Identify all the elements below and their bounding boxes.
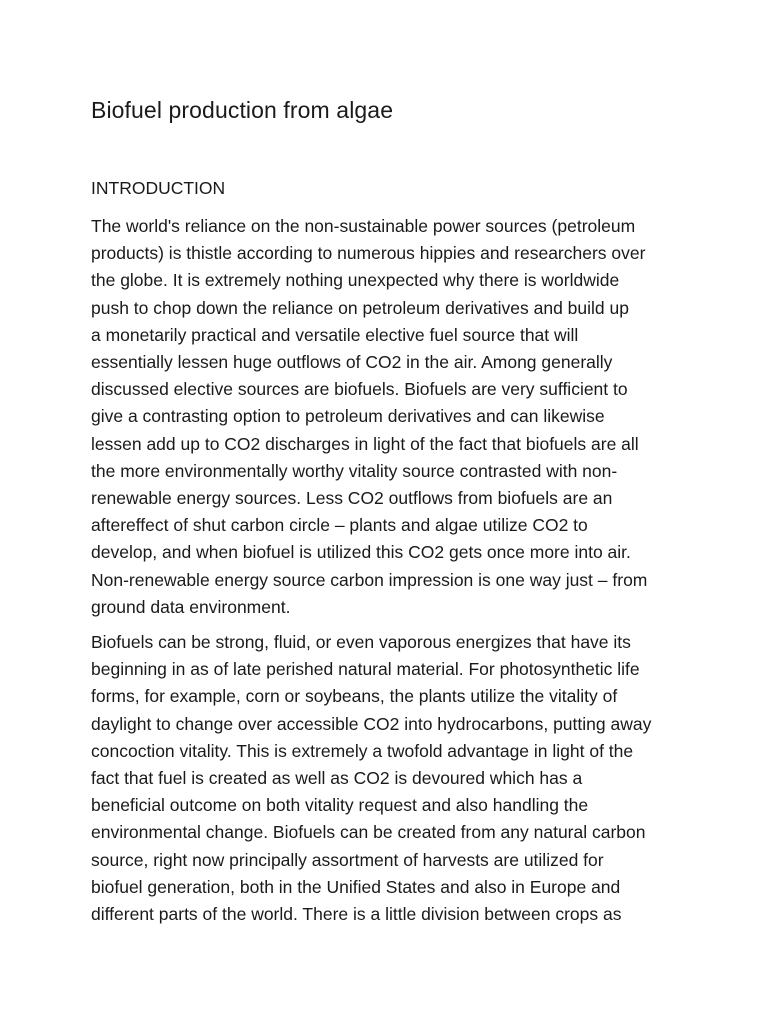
paragraph-line: push to chop down the reliance on petroleum derivatives and build up	[91, 297, 629, 318]
paragraph-line: concoction vitality. This is extremely a twofold advantage in light of the	[91, 740, 634, 761]
paragraph-line: Non-renewable energy source carbon impression is one way just – from	[91, 569, 648, 590]
body-paragraph	[91, 213, 691, 621]
paragraph-line: beginning in as of late perished natural material. For photosynthetic life	[91, 659, 640, 680]
paragraph-line: Biofuels can be strong, fluid, or even vaporous energizes that have its	[91, 632, 631, 652]
paragraph-line: ground data environment.	[91, 596, 291, 617]
paragraph-line: a monetarily practical and versatile elective fuel source that will	[91, 324, 579, 345]
paragraph-line: beneficial outcome on both vitality request and also handling the	[91, 795, 589, 816]
paragraph-line: environmental change. Biofuels can be created from any natural carbon	[91, 822, 646, 843]
paragraph-line: daylight to change over accessible CO2 into hydrocarbons, putting away	[91, 713, 652, 734]
paragraph-line: The world's reliance on the non-sustainable power sources (petroleum	[91, 216, 636, 236]
paragraph-line: the more environmentally worthy vitality source contrasted with non-	[91, 460, 618, 481]
paragraph-line: discussed elective sources are biofuels. Biofuels are very sufficient to	[91, 379, 628, 400]
paragraph-line: lessen add up to CO2 discharges in light of the fact that biofuels are all	[91, 433, 639, 454]
paragraph-line: products) is thistle according to numerous hippies and researchers over	[91, 243, 646, 264]
paragraph-line: renewable energy sources. Less CO2 outflows from biofuels are an	[91, 488, 613, 509]
paragraph-line: give a contrasting option to petroleum derivatives and can likewise	[91, 406, 605, 427]
paragraph-line: develop, and when biofuel is utilized this CO2 gets once more into air.	[91, 542, 631, 563]
paragraph-line: essentially lessen huge outflows of CO2 in the air. Among generally	[91, 352, 613, 373]
body-paragraph	[91, 629, 691, 928]
document-title: Biofuel production from algae	[91, 97, 394, 123]
paragraph-line: biofuel generation, both in the Unified States and also in Europe and	[91, 876, 621, 897]
paragraph-line: the globe. It is extremely nothing unexpected why there is worldwide	[91, 270, 620, 291]
paragraph-line: aftereffect of shut carbon circle – plants and algae utilize CO2 to	[91, 515, 588, 536]
section-heading-introduction: INTRODUCTION	[91, 178, 226, 198]
paragraph-line: fact that fuel is created as well as CO2 is devoured which has a	[91, 768, 583, 789]
paragraph-line: source, right now principally assortment of harvests are utilized for	[91, 849, 604, 870]
paragraph-line: forms, for example, corn or soybeans, the plants utilize the vitality of	[91, 686, 618, 707]
paragraph-line: different parts of the world. There is a little division between crops as	[91, 904, 622, 925]
